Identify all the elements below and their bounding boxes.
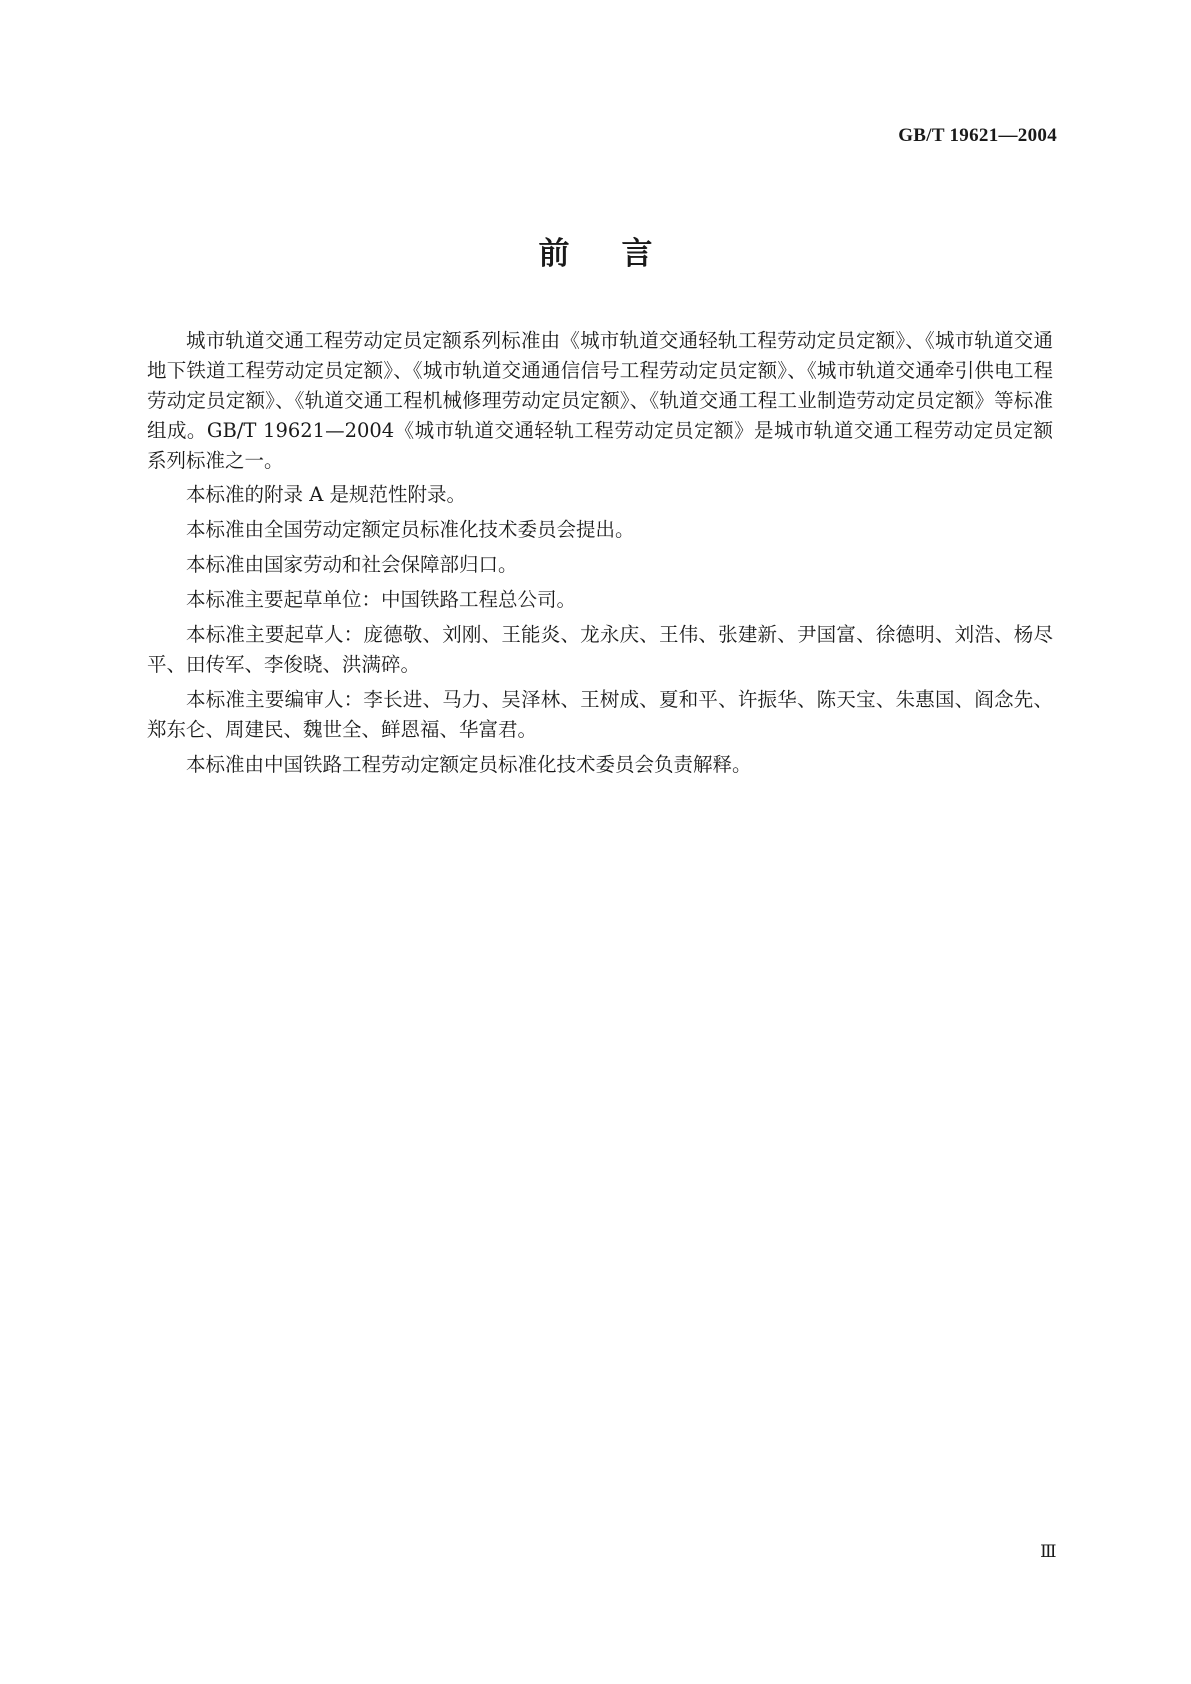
- page-number: Ⅲ: [1040, 1542, 1057, 1561]
- page-title: 前言: [538, 236, 705, 272]
- paragraph-administrator: 本标准由国家劳动和社会保障部归口。: [186, 553, 518, 576]
- foreword-body: [147, 326, 1053, 785]
- paragraph-appendix: 本标准的附录 A 是规范性附录。: [186, 483, 466, 506]
- paragraph-drafters: 本标准主要起草人：庞德敬、刘刚、王能炎、龙永庆、王伟、张建新、尹国富、徐德明、刘浩、杨尽平、田传军、李俊晓、洪满碎。: [147, 623, 1053, 676]
- standard-code: GB/T 19621—2004: [898, 125, 1057, 146]
- paragraph-interpretation: 本标准由中国铁路工程劳动定额定员标准化技术委员会负责解释。: [186, 753, 752, 776]
- paragraph-drafting-unit: 本标准主要起草单位：中国铁路工程总公司。: [186, 588, 577, 611]
- paragraph-series-intro: 城市轨道交通工程劳动定员定额系列标准由《城市轨道交通轻轨工程劳动定员定额》、《城市轨道交通地下铁道工程劳动定员定额》、《城市轨道交通通信信号工程劳动定员定额》、《城市轨道交通牵引供电工程劳动定员定额》、《轨道交通工程机械修理劳动定员定额》、《轨道交通工程工业制造劳动定员定额》等标准组成。GB/T 19621—2004《城市轨道交通轻轨工程劳动定员定额》是城市轨道交通工程劳动定员定额系列标准之一。: [147, 329, 1053, 472]
- paragraph-reviewers: 本标准主要编审人：李长进、马力、吴泽林、王树成、夏和平、许振华、陈天宝、朱惠国、阎念先、郑东仑、周建民、魏世全、鲜恩福、华富君。: [147, 688, 1053, 741]
- paragraph-proposer: 本标准由全国劳动定额定员标准化技术委员会提出。: [186, 518, 635, 541]
